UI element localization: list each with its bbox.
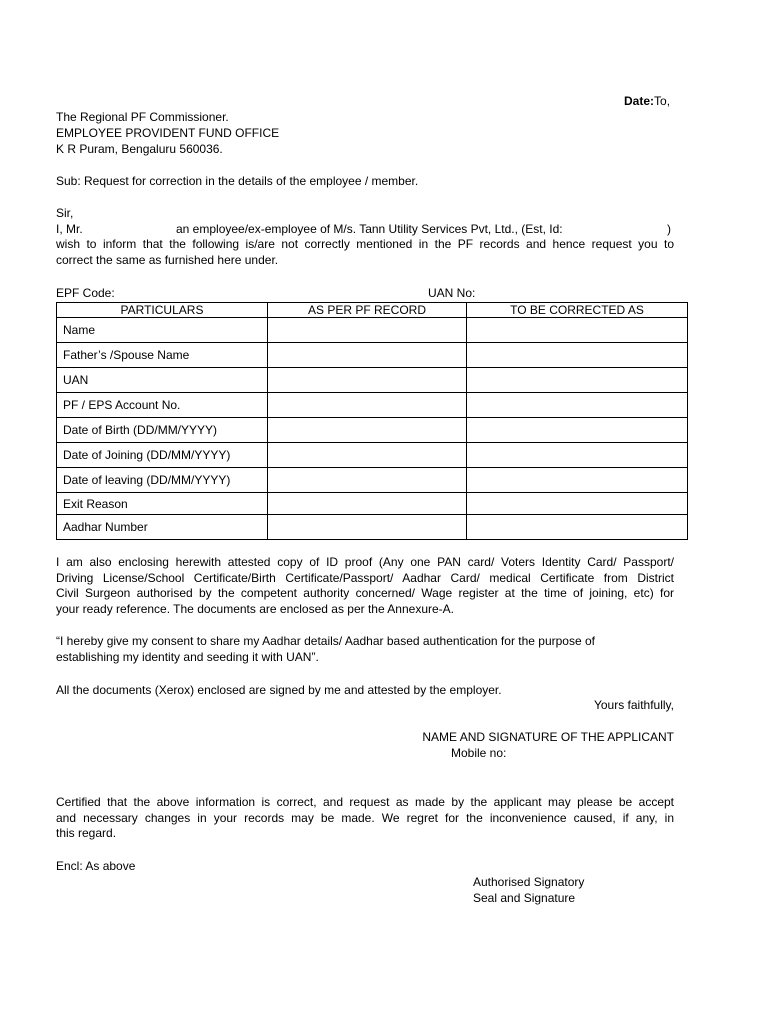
enclosing-line-3: Civil Surgeon authorised by the competent authority concerned/ Wage register at the time of joining, etc) for — [56, 586, 674, 600]
intro-close-paren: ) — [667, 222, 671, 236]
pf-record-cell[interactable] — [268, 443, 467, 468]
pf-record-cell[interactable] — [268, 515, 467, 540]
authorised-signatory: Authorised Signatory — [473, 875, 585, 889]
intro-paragraph — [56, 237, 674, 268]
pf-record-cell[interactable] — [268, 418, 467, 443]
corrected-cell[interactable] — [467, 493, 688, 515]
enclosing-line-2: Driving License/School Certificate/Birth Certificate/Passport/ Aadhar Card/ medical Certificate from District — [56, 570, 674, 585]
applicant-signature-label: NAME AND SIGNATURE OF THE APPLICANT — [422, 730, 674, 744]
epf-code-label: EPF Code: — [56, 286, 115, 300]
pf-record-cell[interactable] — [268, 468, 467, 493]
table-row — [57, 393, 688, 418]
row-label-father-spouse-name: Father’s /Spouse Name — [57, 343, 268, 368]
corrected-cell[interactable] — [467, 318, 688, 343]
table-row — [57, 343, 688, 368]
row-label-pf-eps-account: PF / EPS Account No. — [57, 393, 268, 418]
corrected-cell[interactable] — [467, 443, 688, 468]
row-label-exit-reason: Exit Reason — [57, 493, 268, 515]
table-row — [57, 515, 688, 540]
enclosure-line: Encl: As above — [56, 859, 136, 873]
consent-line-1: “I hereby give my consent to share my Aadhar details/ Aadhar based authentication for the purpose of — [56, 634, 595, 648]
consent-paragraph — [56, 634, 674, 665]
intro-mr: I, Mr. — [56, 222, 83, 236]
certified-line-3: this regard. — [56, 826, 117, 840]
pf-record-cell[interactable] — [268, 318, 467, 343]
enclosing-paragraph — [56, 555, 674, 617]
documents-line: All the documents (Xerox) enclosed are signed by me and attested by the employer. — [56, 683, 502, 697]
corrected-cell[interactable] — [467, 393, 688, 418]
subject-line: Sub: Request for correction in the details of the employee / member. — [56, 174, 419, 188]
corrected-cell[interactable] — [467, 515, 688, 540]
to-label: To, — [654, 94, 671, 108]
pf-record-cell[interactable] — [268, 493, 467, 515]
addressee-line-1: The Regional PF Commissioner. — [56, 110, 229, 124]
certified-line-1: Certified that the above information is correct, and request as made by the applicant may please be accept — [56, 795, 674, 809]
yours-faithfully: Yours faithfully, — [593, 698, 674, 712]
corrected-cell[interactable] — [467, 343, 688, 368]
pf-record-cell[interactable] — [268, 368, 467, 393]
consent-line-2: establishing my identity and seeding it with UAN”. — [56, 649, 319, 664]
intro-line-3: correct the same as furnished here under. — [56, 252, 279, 267]
table-row — [57, 368, 688, 393]
row-label-name: Name — [57, 318, 268, 343]
uan-no-label: UAN No: — [428, 286, 476, 300]
corrected-cell[interactable] — [467, 368, 688, 393]
pf-record-cell[interactable] — [268, 343, 467, 368]
date-label: Date: — [624, 94, 655, 108]
addressee-line-2: EMPLOYEE PROVIDENT FUND OFFICE — [56, 126, 280, 140]
header-to-be-corrected-as: TO BE CORRECTED AS — [467, 303, 688, 318]
row-label-uan: UAN — [57, 368, 268, 393]
date-line — [624, 94, 670, 108]
intro-line-2: wish to inform that the following is/are not correctly mentioned in the PF records and hence request you to — [56, 237, 674, 251]
table-row — [57, 493, 688, 515]
salutation: Sir, — [56, 206, 74, 220]
enclosing-line-1: I am also enclosing herewith attested copy of ID proof (Any one PAN card/ Voters Identity Card/ Passport/ — [56, 555, 674, 569]
seal-and-signature: Seal and Signature — [473, 891, 576, 905]
correction-table — [56, 302, 688, 540]
corrected-cell[interactable] — [467, 468, 688, 493]
table-row — [57, 443, 688, 468]
row-label-date-of-joining: Date of Joining (DD/MM/YYYY) — [57, 443, 268, 468]
table-row — [57, 318, 688, 343]
row-label-date-of-leaving: Date of leaving (DD/MM/YYYY) — [57, 468, 268, 493]
corrected-cell[interactable] — [467, 418, 688, 443]
mobile-label: Mobile no: — [451, 746, 507, 760]
table-row — [57, 418, 688, 443]
table-header-row — [57, 303, 688, 318]
header-particulars: PARTICULARS — [57, 303, 268, 318]
certified-line-2: and necessary changes in your records may be made. We regret for the inconvenience caused, if any, in — [56, 810, 674, 825]
intro-employee-text: an employee/ex-employee of M/s. Tann Utility Services Pvt, Ltd., (Est, Id: — [176, 222, 563, 236]
enclosing-line-4: your ready reference. The documents are enclosed as per the Annexure-A. — [56, 601, 455, 616]
certified-paragraph — [56, 795, 674, 842]
table-row — [57, 468, 688, 493]
addressee-line-3: K R Puram, Bengaluru 560036. — [56, 142, 223, 156]
pf-record-cell[interactable] — [268, 393, 467, 418]
header-as-per-pf-record: AS PER PF RECORD — [268, 303, 467, 318]
row-label-date-of-birth: Date of Birth (DD/MM/YYYY) — [57, 418, 268, 443]
row-label-aadhar-number: Aadhar Number — [57, 515, 268, 540]
